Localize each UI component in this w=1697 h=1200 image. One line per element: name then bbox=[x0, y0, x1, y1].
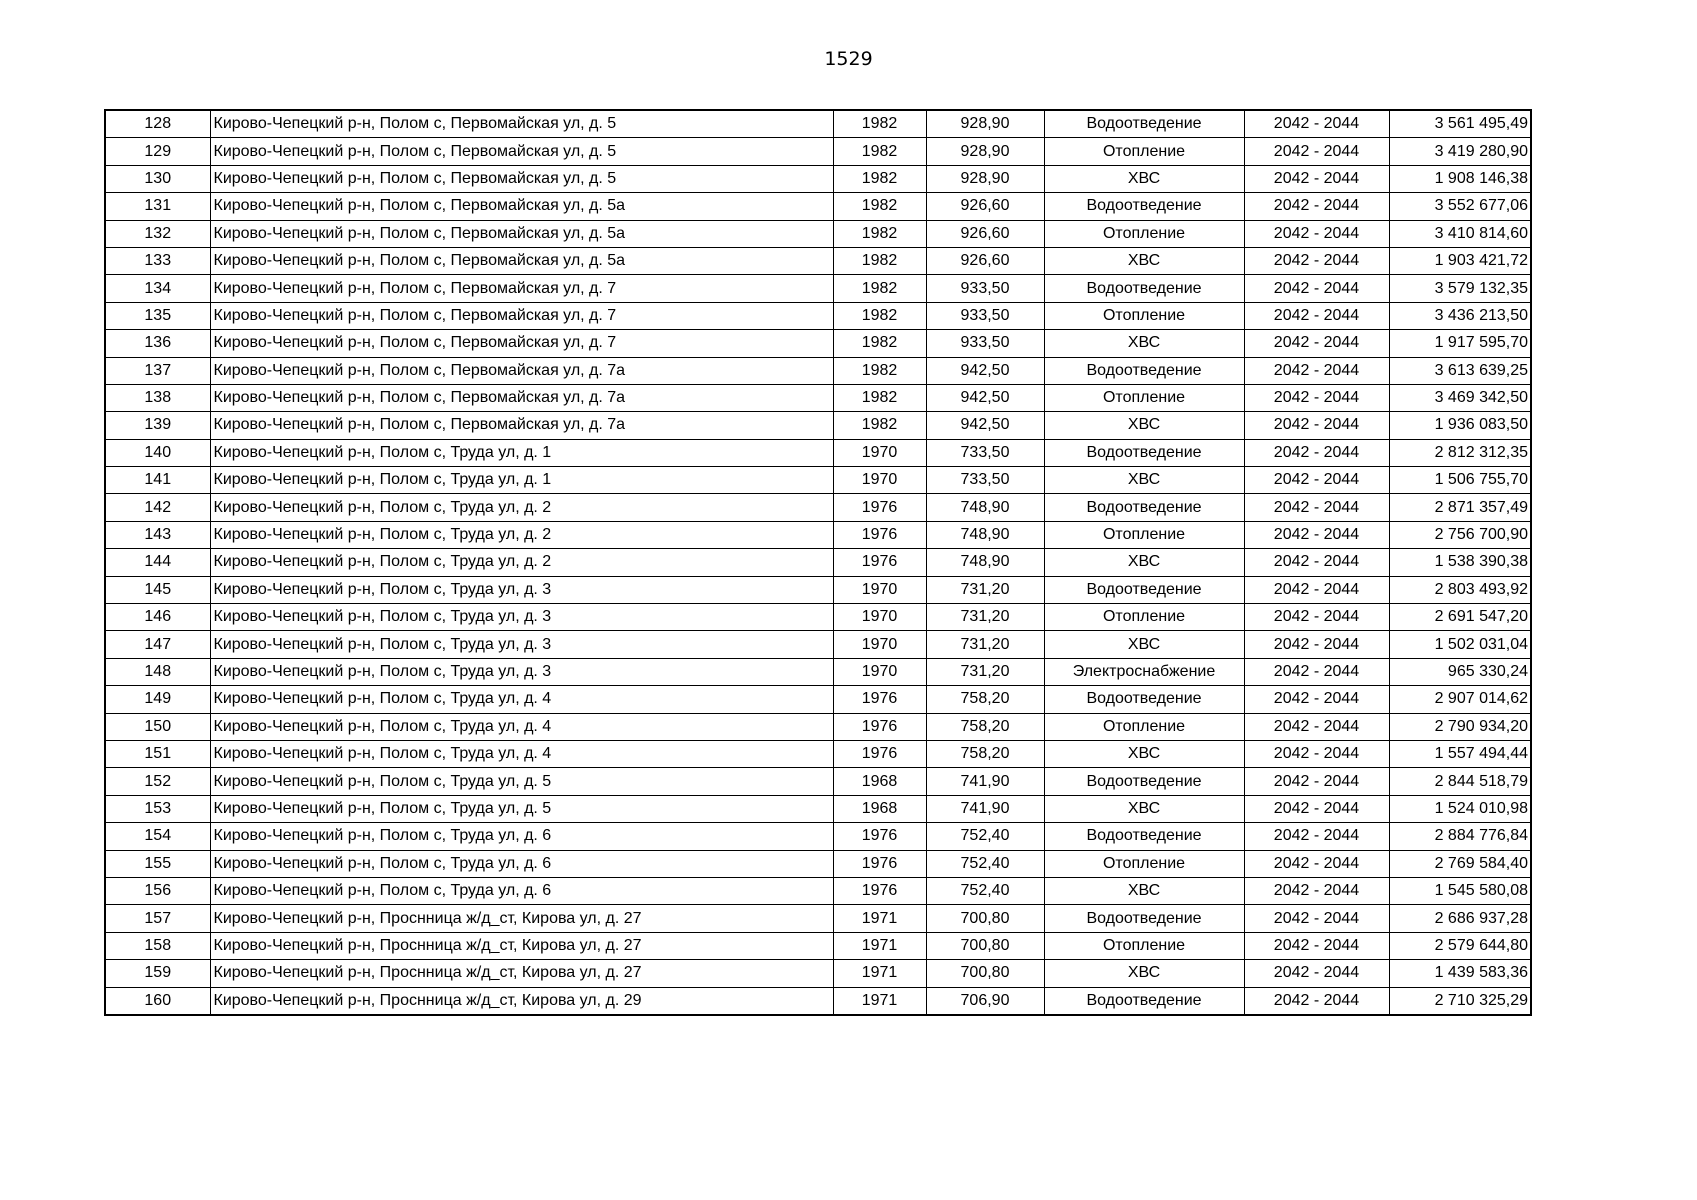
area-cell: 758,20 bbox=[926, 686, 1044, 713]
period-cell: 2042 - 2044 bbox=[1244, 877, 1389, 904]
address-cell: Кирово-Чепецкий р-н, Полом с, Труда ул, д. 2 bbox=[210, 521, 833, 548]
address-cell: Кирово-Чепецкий р-н, Полом с, Первомайская ул, д. 7а bbox=[210, 357, 833, 384]
area-cell: 928,90 bbox=[926, 110, 1044, 138]
address-cell: Кирово-Чепецкий р-н, Полом с, Труда ул, д. 6 bbox=[210, 823, 833, 850]
row-number-cell: 151 bbox=[105, 740, 210, 767]
address-cell: Кирово-Чепецкий р-н, Полом с, Первомайская ул, д. 7 bbox=[210, 330, 833, 357]
cost-cell: 3 419 280,90 bbox=[1389, 138, 1531, 165]
table-row bbox=[105, 905, 1531, 932]
cost-cell: 2 769 584,40 bbox=[1389, 850, 1531, 877]
address-cell: Кирово-Чепецкий р-н, Полом с, Труда ул, д. 1 bbox=[210, 467, 833, 494]
area-cell: 733,50 bbox=[926, 467, 1044, 494]
period-cell: 2042 - 2044 bbox=[1244, 357, 1389, 384]
table-row bbox=[105, 850, 1531, 877]
period-cell: 2042 - 2044 bbox=[1244, 302, 1389, 329]
address-cell: Кирово-Чепецкий р-н, Полом с, Труда ул, д. 5 bbox=[210, 795, 833, 822]
address-cell: Кирово-Чепецкий р-н, Проснница ж/д_ст, Кирова ул, д. 29 bbox=[210, 987, 833, 1015]
table-row bbox=[105, 960, 1531, 987]
cost-cell: 1 936 083,50 bbox=[1389, 412, 1531, 439]
cost-cell: 1 524 010,98 bbox=[1389, 795, 1531, 822]
table-row bbox=[105, 631, 1531, 658]
area-cell: 752,40 bbox=[926, 850, 1044, 877]
year-cell: 1976 bbox=[833, 521, 926, 548]
cost-cell: 965 330,24 bbox=[1389, 658, 1531, 685]
cost-cell: 1 557 494,44 bbox=[1389, 740, 1531, 767]
cost-cell: 2 710 325,29 bbox=[1389, 987, 1531, 1015]
year-cell: 1982 bbox=[833, 165, 926, 192]
cost-cell: 1 502 031,04 bbox=[1389, 631, 1531, 658]
year-cell: 1970 bbox=[833, 631, 926, 658]
address-cell: Кирово-Чепецкий р-н, Полом с, Труда ул, д. 4 bbox=[210, 713, 833, 740]
year-cell: 1982 bbox=[833, 275, 926, 302]
period-cell: 2042 - 2044 bbox=[1244, 275, 1389, 302]
work-type-cell: Электроснабжение bbox=[1044, 658, 1244, 685]
year-cell: 1970 bbox=[833, 576, 926, 603]
year-cell: 1976 bbox=[833, 877, 926, 904]
work-type-cell: Водоотведение bbox=[1044, 686, 1244, 713]
cost-cell: 2 871 357,49 bbox=[1389, 494, 1531, 521]
work-type-cell: Водоотведение bbox=[1044, 439, 1244, 466]
cost-cell: 3 436 213,50 bbox=[1389, 302, 1531, 329]
year-cell: 1982 bbox=[833, 220, 926, 247]
address-cell: Кирово-Чепецкий р-н, Полом с, Труда ул, д. 2 bbox=[210, 494, 833, 521]
area-cell: 942,50 bbox=[926, 412, 1044, 439]
area-cell: 933,50 bbox=[926, 302, 1044, 329]
work-type-cell: Отопление bbox=[1044, 302, 1244, 329]
area-cell: 758,20 bbox=[926, 713, 1044, 740]
row-number-cell: 136 bbox=[105, 330, 210, 357]
period-cell: 2042 - 2044 bbox=[1244, 521, 1389, 548]
address-cell: Кирово-Чепецкий р-н, Полом с, Первомайская ул, д. 5а bbox=[210, 193, 833, 220]
work-type-cell: Водоотведение bbox=[1044, 823, 1244, 850]
period-cell: 2042 - 2044 bbox=[1244, 631, 1389, 658]
table-row bbox=[105, 357, 1531, 384]
cost-cell: 2 579 644,80 bbox=[1389, 932, 1531, 959]
year-cell: 1976 bbox=[833, 740, 926, 767]
table-row bbox=[105, 686, 1531, 713]
address-cell: Кирово-Чепецкий р-н, Полом с, Первомайская ул, д. 5а bbox=[210, 247, 833, 274]
address-cell: Кирово-Чепецкий р-н, Полом с, Труда ул, д. 5 bbox=[210, 768, 833, 795]
cost-cell: 3 410 814,60 bbox=[1389, 220, 1531, 247]
period-cell: 2042 - 2044 bbox=[1244, 713, 1389, 740]
year-cell: 1982 bbox=[833, 384, 926, 411]
year-cell: 1971 bbox=[833, 932, 926, 959]
area-cell: 706,90 bbox=[926, 987, 1044, 1015]
row-number-cell: 147 bbox=[105, 631, 210, 658]
address-cell: Кирово-Чепецкий р-н, Полом с, Первомайская ул, д. 7а bbox=[210, 412, 833, 439]
period-cell: 2042 - 2044 bbox=[1244, 467, 1389, 494]
cost-cell: 2 790 934,20 bbox=[1389, 713, 1531, 740]
address-cell: Кирово-Чепецкий р-н, Проснница ж/д_ст, Кирова ул, д. 27 bbox=[210, 905, 833, 932]
period-cell: 2042 - 2044 bbox=[1244, 165, 1389, 192]
table-row bbox=[105, 713, 1531, 740]
work-type-cell: Водоотведение bbox=[1044, 494, 1244, 521]
work-type-cell: ХВС bbox=[1044, 247, 1244, 274]
period-cell: 2042 - 2044 bbox=[1244, 412, 1389, 439]
row-number-cell: 142 bbox=[105, 494, 210, 521]
address-cell: Кирово-Чепецкий р-н, Полом с, Первомайская ул, д. 7 bbox=[210, 302, 833, 329]
area-cell: 926,60 bbox=[926, 193, 1044, 220]
table-row bbox=[105, 302, 1531, 329]
period-cell: 2042 - 2044 bbox=[1244, 384, 1389, 411]
period-cell: 2042 - 2044 bbox=[1244, 932, 1389, 959]
period-cell: 2042 - 2044 bbox=[1244, 686, 1389, 713]
row-number-cell: 132 bbox=[105, 220, 210, 247]
year-cell: 1976 bbox=[833, 823, 926, 850]
table-row bbox=[105, 439, 1531, 466]
period-cell: 2042 - 2044 bbox=[1244, 494, 1389, 521]
area-cell: 928,90 bbox=[926, 138, 1044, 165]
table-row bbox=[105, 412, 1531, 439]
work-type-cell: ХВС bbox=[1044, 960, 1244, 987]
cost-cell: 2 756 700,90 bbox=[1389, 521, 1531, 548]
address-cell: Кирово-Чепецкий р-н, Полом с, Первомайская ул, д. 5 bbox=[210, 110, 833, 138]
cost-cell: 1 439 583,36 bbox=[1389, 960, 1531, 987]
table-row bbox=[105, 740, 1531, 767]
address-cell: Кирово-Чепецкий р-н, Полом с, Первомайская ул, д. 5 bbox=[210, 165, 833, 192]
year-cell: 1970 bbox=[833, 439, 926, 466]
address-cell: Кирово-Чепецкий р-н, Полом с, Труда ул, д. 2 bbox=[210, 549, 833, 576]
year-cell: 1971 bbox=[833, 987, 926, 1015]
address-cell: Кирово-Чепецкий р-н, Полом с, Первомайская ул, д. 7а bbox=[210, 384, 833, 411]
cost-cell: 2 884 776,84 bbox=[1389, 823, 1531, 850]
row-number-cell: 128 bbox=[105, 110, 210, 138]
page-number: 1529 bbox=[824, 48, 873, 70]
area-cell: 700,80 bbox=[926, 960, 1044, 987]
row-number-cell: 146 bbox=[105, 604, 210, 631]
row-number-cell: 155 bbox=[105, 850, 210, 877]
table-row bbox=[105, 576, 1531, 603]
area-cell: 731,20 bbox=[926, 631, 1044, 658]
row-number-cell: 145 bbox=[105, 576, 210, 603]
address-cell: Кирово-Чепецкий р-н, Полом с, Труда ул, д. 1 bbox=[210, 439, 833, 466]
table-row bbox=[105, 549, 1531, 576]
period-cell: 2042 - 2044 bbox=[1244, 850, 1389, 877]
year-cell: 1971 bbox=[833, 960, 926, 987]
address-cell: Кирово-Чепецкий р-н, Проснница ж/д_ст, Кирова ул, д. 27 bbox=[210, 960, 833, 987]
table-row bbox=[105, 795, 1531, 822]
cost-cell: 1 903 421,72 bbox=[1389, 247, 1531, 274]
work-type-cell: ХВС bbox=[1044, 795, 1244, 822]
row-number-cell: 139 bbox=[105, 412, 210, 439]
row-number-cell: 140 bbox=[105, 439, 210, 466]
table-row bbox=[105, 932, 1531, 959]
year-cell: 1982 bbox=[833, 412, 926, 439]
area-cell: 926,60 bbox=[926, 247, 1044, 274]
year-cell: 1968 bbox=[833, 768, 926, 795]
table-row bbox=[105, 658, 1531, 685]
year-cell: 1971 bbox=[833, 905, 926, 932]
table-body bbox=[105, 110, 1531, 1015]
area-cell: 733,50 bbox=[926, 439, 1044, 466]
work-type-cell: Отопление bbox=[1044, 604, 1244, 631]
period-cell: 2042 - 2044 bbox=[1244, 193, 1389, 220]
table-row bbox=[105, 138, 1531, 165]
period-cell: 2042 - 2044 bbox=[1244, 768, 1389, 795]
row-number-cell: 153 bbox=[105, 795, 210, 822]
year-cell: 1976 bbox=[833, 549, 926, 576]
work-type-cell: Водоотведение bbox=[1044, 110, 1244, 138]
year-cell: 1968 bbox=[833, 795, 926, 822]
year-cell: 1970 bbox=[833, 658, 926, 685]
area-cell: 942,50 bbox=[926, 384, 1044, 411]
address-cell: Кирово-Чепецкий р-н, Проснница ж/д_ст, Кирова ул, д. 27 bbox=[210, 932, 833, 959]
row-number-cell: 131 bbox=[105, 193, 210, 220]
work-type-cell: Отопление bbox=[1044, 220, 1244, 247]
cost-cell: 2 812 312,35 bbox=[1389, 439, 1531, 466]
row-number-cell: 129 bbox=[105, 138, 210, 165]
table-row bbox=[105, 467, 1531, 494]
work-type-cell: Водоотведение bbox=[1044, 576, 1244, 603]
table-row bbox=[105, 604, 1531, 631]
area-cell: 928,90 bbox=[926, 165, 1044, 192]
row-number-cell: 144 bbox=[105, 549, 210, 576]
cost-cell: 1 908 146,38 bbox=[1389, 165, 1531, 192]
address-cell: Кирово-Чепецкий р-н, Полом с, Первомайская ул, д. 5 bbox=[210, 138, 833, 165]
table-row bbox=[105, 330, 1531, 357]
period-cell: 2042 - 2044 bbox=[1244, 987, 1389, 1015]
table-row bbox=[105, 165, 1531, 192]
area-cell: 752,40 bbox=[926, 823, 1044, 850]
row-number-cell: 159 bbox=[105, 960, 210, 987]
year-cell: 1976 bbox=[833, 713, 926, 740]
cost-cell: 2 907 014,62 bbox=[1389, 686, 1531, 713]
cost-cell: 3 552 677,06 bbox=[1389, 193, 1531, 220]
area-cell: 731,20 bbox=[926, 658, 1044, 685]
row-number-cell: 150 bbox=[105, 713, 210, 740]
cost-cell: 2 691 547,20 bbox=[1389, 604, 1531, 631]
period-cell: 2042 - 2044 bbox=[1244, 823, 1389, 850]
row-number-cell: 156 bbox=[105, 877, 210, 904]
period-cell: 2042 - 2044 bbox=[1244, 330, 1389, 357]
period-cell: 2042 - 2044 bbox=[1244, 220, 1389, 247]
area-cell: 933,50 bbox=[926, 275, 1044, 302]
area-cell: 926,60 bbox=[926, 220, 1044, 247]
table-row bbox=[105, 275, 1531, 302]
period-cell: 2042 - 2044 bbox=[1244, 576, 1389, 603]
row-number-cell: 138 bbox=[105, 384, 210, 411]
address-cell: Кирово-Чепецкий р-н, Полом с, Труда ул, д. 3 bbox=[210, 658, 833, 685]
address-cell: Кирово-Чепецкий р-н, Полом с, Труда ул, д. 3 bbox=[210, 576, 833, 603]
work-type-cell: ХВС bbox=[1044, 740, 1244, 767]
area-cell: 741,90 bbox=[926, 768, 1044, 795]
area-cell: 758,20 bbox=[926, 740, 1044, 767]
area-cell: 700,80 bbox=[926, 905, 1044, 932]
work-type-cell: Водоотведение bbox=[1044, 905, 1244, 932]
table-row bbox=[105, 987, 1531, 1015]
period-cell: 2042 - 2044 bbox=[1244, 658, 1389, 685]
work-type-cell: Водоотведение bbox=[1044, 357, 1244, 384]
area-cell: 748,90 bbox=[926, 494, 1044, 521]
table-row bbox=[105, 877, 1531, 904]
work-type-cell: ХВС bbox=[1044, 877, 1244, 904]
year-cell: 1982 bbox=[833, 193, 926, 220]
work-type-cell: ХВС bbox=[1044, 330, 1244, 357]
address-cell: Кирово-Чепецкий р-н, Полом с, Труда ул, д. 6 bbox=[210, 850, 833, 877]
row-number-cell: 160 bbox=[105, 987, 210, 1015]
period-cell: 2042 - 2044 bbox=[1244, 247, 1389, 274]
work-type-cell: Отопление bbox=[1044, 850, 1244, 877]
period-cell: 2042 - 2044 bbox=[1244, 905, 1389, 932]
year-cell: 1976 bbox=[833, 686, 926, 713]
period-cell: 2042 - 2044 bbox=[1244, 549, 1389, 576]
work-type-cell: Водоотведение bbox=[1044, 987, 1244, 1015]
row-number-cell: 158 bbox=[105, 932, 210, 959]
address-cell: Кирово-Чепецкий р-н, Полом с, Первомайская ул, д. 5а bbox=[210, 220, 833, 247]
cost-cell: 2 686 937,28 bbox=[1389, 905, 1531, 932]
address-cell: Кирово-Чепецкий р-н, Полом с, Труда ул, д. 4 bbox=[210, 740, 833, 767]
row-number-cell: 133 bbox=[105, 247, 210, 274]
table-row bbox=[105, 247, 1531, 274]
area-cell: 748,90 bbox=[926, 549, 1044, 576]
year-cell: 1970 bbox=[833, 604, 926, 631]
year-cell: 1976 bbox=[833, 494, 926, 521]
work-type-cell: Отопление bbox=[1044, 521, 1244, 548]
cost-cell: 1 917 595,70 bbox=[1389, 330, 1531, 357]
area-cell: 731,20 bbox=[926, 576, 1044, 603]
table-row bbox=[105, 110, 1531, 138]
cost-cell: 3 561 495,49 bbox=[1389, 110, 1531, 138]
table-row bbox=[105, 768, 1531, 795]
cost-cell: 3 469 342,50 bbox=[1389, 384, 1531, 411]
table-container bbox=[104, 109, 1532, 1016]
cost-cell: 1 538 390,38 bbox=[1389, 549, 1531, 576]
cost-cell: 3 613 639,25 bbox=[1389, 357, 1531, 384]
work-type-cell: ХВС bbox=[1044, 631, 1244, 658]
table-row bbox=[105, 494, 1531, 521]
work-type-cell: ХВС bbox=[1044, 412, 1244, 439]
address-cell: Кирово-Чепецкий р-н, Полом с, Труда ул, д. 6 bbox=[210, 877, 833, 904]
work-type-cell: Отопление bbox=[1044, 384, 1244, 411]
table-row bbox=[105, 384, 1531, 411]
cost-cell: 1 506 755,70 bbox=[1389, 467, 1531, 494]
row-number-cell: 149 bbox=[105, 686, 210, 713]
work-type-cell: Отопление bbox=[1044, 138, 1244, 165]
work-type-cell: ХВС bbox=[1044, 165, 1244, 192]
area-cell: 933,50 bbox=[926, 330, 1044, 357]
row-number-cell: 141 bbox=[105, 467, 210, 494]
row-number-cell: 130 bbox=[105, 165, 210, 192]
period-cell: 2042 - 2044 bbox=[1244, 604, 1389, 631]
table-row bbox=[105, 823, 1531, 850]
area-cell: 752,40 bbox=[926, 877, 1044, 904]
work-type-cell: Водоотведение bbox=[1044, 275, 1244, 302]
work-type-cell: Отопление bbox=[1044, 713, 1244, 740]
year-cell: 1982 bbox=[833, 330, 926, 357]
address-cell: Кирово-Чепецкий р-н, Полом с, Труда ул, д. 3 bbox=[210, 631, 833, 658]
cost-cell: 2 844 518,79 bbox=[1389, 768, 1531, 795]
table-row bbox=[105, 193, 1531, 220]
table-row bbox=[105, 220, 1531, 247]
row-number-cell: 137 bbox=[105, 357, 210, 384]
year-cell: 1982 bbox=[833, 302, 926, 329]
year-cell: 1976 bbox=[833, 850, 926, 877]
row-number-cell: 152 bbox=[105, 768, 210, 795]
area-cell: 700,80 bbox=[926, 932, 1044, 959]
year-cell: 1982 bbox=[833, 138, 926, 165]
work-type-cell: Отопление bbox=[1044, 932, 1244, 959]
row-number-cell: 143 bbox=[105, 521, 210, 548]
area-cell: 942,50 bbox=[926, 357, 1044, 384]
cost-cell: 3 579 132,35 bbox=[1389, 275, 1531, 302]
year-cell: 1982 bbox=[833, 357, 926, 384]
address-cell: Кирово-Чепецкий р-н, Полом с, Труда ул, д. 3 bbox=[210, 604, 833, 631]
row-number-cell: 134 bbox=[105, 275, 210, 302]
period-cell: 2042 - 2044 bbox=[1244, 795, 1389, 822]
row-number-cell: 148 bbox=[105, 658, 210, 685]
cost-cell: 2 803 493,92 bbox=[1389, 576, 1531, 603]
work-type-cell: ХВС bbox=[1044, 549, 1244, 576]
area-cell: 741,90 bbox=[926, 795, 1044, 822]
address-cell: Кирово-Чепецкий р-н, Полом с, Труда ул, д. 4 bbox=[210, 686, 833, 713]
work-type-cell: ХВС bbox=[1044, 467, 1244, 494]
period-cell: 2042 - 2044 bbox=[1244, 110, 1389, 138]
row-number-cell: 157 bbox=[105, 905, 210, 932]
year-cell: 1970 bbox=[833, 467, 926, 494]
cost-cell: 1 545 580,08 bbox=[1389, 877, 1531, 904]
row-number-cell: 154 bbox=[105, 823, 210, 850]
repair-schedule-table bbox=[104, 109, 1532, 1016]
period-cell: 2042 - 2044 bbox=[1244, 740, 1389, 767]
year-cell: 1982 bbox=[833, 247, 926, 274]
work-type-cell: Водоотведение bbox=[1044, 768, 1244, 795]
work-type-cell: Водоотведение bbox=[1044, 193, 1244, 220]
period-cell: 2042 - 2044 bbox=[1244, 960, 1389, 987]
area-cell: 748,90 bbox=[926, 521, 1044, 548]
area-cell: 731,20 bbox=[926, 604, 1044, 631]
table-row bbox=[105, 521, 1531, 548]
row-number-cell: 135 bbox=[105, 302, 210, 329]
period-cell: 2042 - 2044 bbox=[1244, 138, 1389, 165]
period-cell: 2042 - 2044 bbox=[1244, 439, 1389, 466]
year-cell: 1982 bbox=[833, 110, 926, 138]
address-cell: Кирово-Чепецкий р-н, Полом с, Первомайская ул, д. 7 bbox=[210, 275, 833, 302]
